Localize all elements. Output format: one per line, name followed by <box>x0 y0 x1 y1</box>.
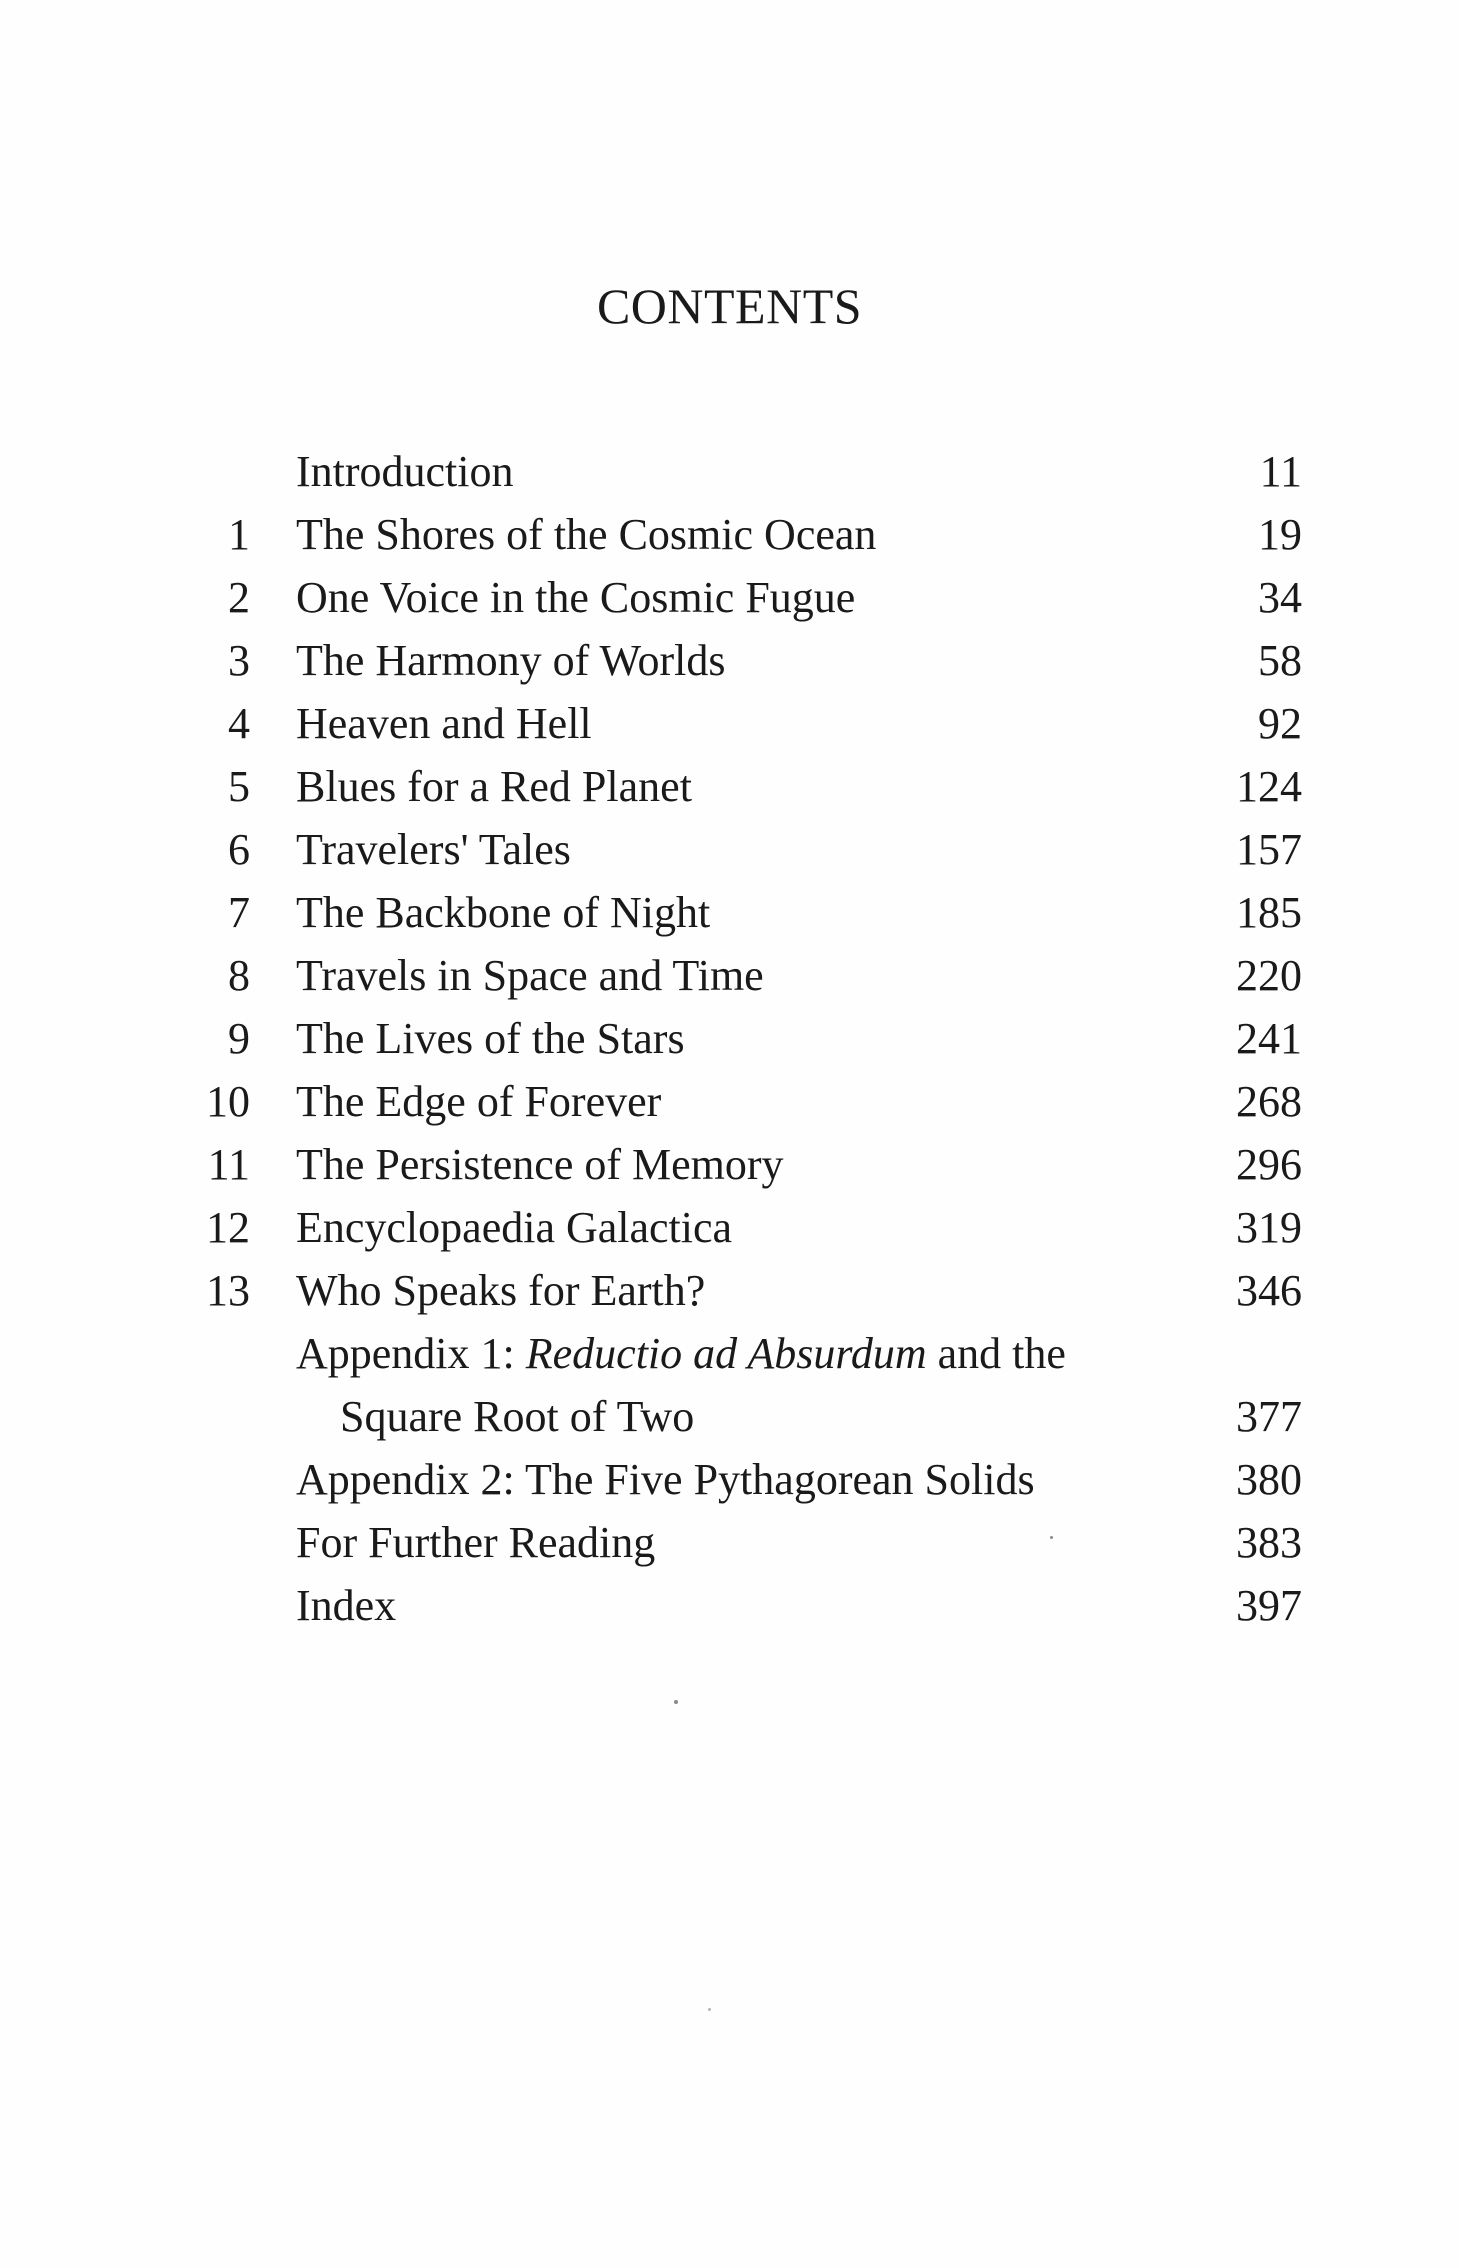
toc-entry <box>0 758 1459 821</box>
page-number: 124 <box>1236 762 1302 811</box>
chapter-number: 4 <box>228 699 250 748</box>
toc-entry <box>0 443 1459 506</box>
page-number: 92 <box>1258 699 1302 748</box>
chapter-title: The Lives of the Stars <box>296 1014 685 1063</box>
chapter-number: 13 <box>206 1266 250 1315</box>
page-number: 377 <box>1236 1392 1302 1441</box>
ink-speck <box>1050 1536 1053 1539</box>
chapter-number: 2 <box>228 573 250 622</box>
table-of-contents <box>0 443 1459 1640</box>
page-number: 34 <box>1258 573 1302 622</box>
toc-entry <box>0 1514 1459 1577</box>
chapter-number: 5 <box>228 762 250 811</box>
appendix-1-title <box>296 1325 1066 1382</box>
toc-entry <box>0 884 1459 947</box>
chapter-title: The Backbone of Night <box>296 888 711 937</box>
toc-entry <box>0 1010 1459 1073</box>
ink-speck <box>674 1700 678 1704</box>
chapter-number: 6 <box>228 825 250 874</box>
toc-entry <box>0 821 1459 884</box>
chapter-title: One Voice in the Cosmic Fugue <box>296 573 856 622</box>
ink-speck <box>708 2008 711 2011</box>
page-number: 11 <box>1259 447 1302 496</box>
chapter-number: 1 <box>228 510 250 559</box>
page-number: 383 <box>1236 1518 1302 1567</box>
toc-entry <box>0 1073 1459 1136</box>
page-number: 220 <box>1236 951 1302 1000</box>
page-number: 346 <box>1236 1266 1302 1315</box>
chapter-title: Travels in Space and Time <box>296 951 764 1000</box>
appendix-1-suffix: and the <box>926 1329 1066 1378</box>
chapter-title: For Further Reading <box>296 1518 656 1567</box>
chapter-title: Heaven and Hell <box>296 699 592 748</box>
page-title: CONTENTS <box>596 278 863 334</box>
chapter-title: The Harmony of Worlds <box>296 636 726 685</box>
appendix-1-prefix: Appendix 1: <box>296 1329 526 1378</box>
chapter-number: 8 <box>228 951 250 1000</box>
toc-entry <box>0 506 1459 569</box>
toc-entry <box>0 1136 1459 1199</box>
chapter-title: Travelers' Tales <box>296 825 571 874</box>
toc-entry-appendix-1-continued <box>0 1388 1459 1451</box>
toc-entry <box>0 1262 1459 1325</box>
toc-entry <box>0 1451 1459 1514</box>
chapter-title: Introduction <box>296 447 514 496</box>
chapter-number: 3 <box>228 636 250 685</box>
chapter-title: Encyclopaedia Galactica <box>296 1203 733 1252</box>
page-number: 268 <box>1236 1077 1302 1126</box>
chapter-number: 9 <box>228 1014 250 1063</box>
toc-entry <box>0 1577 1459 1640</box>
chapter-title: The Edge of Forever <box>296 1077 662 1126</box>
chapter-number: 12 <box>206 1203 250 1252</box>
chapter-title: Index <box>296 1581 397 1630</box>
chapter-title: Appendix 2: The Five Pythagorean Solids <box>296 1455 1035 1504</box>
toc-entry <box>0 695 1459 758</box>
page-number: 157 <box>1236 825 1302 874</box>
page-number: 380 <box>1236 1455 1302 1504</box>
chapter-title: The Persistence of Memory <box>296 1140 784 1189</box>
appendix-1-continuation: Square Root of Two <box>340 1392 695 1441</box>
page-number: 58 <box>1258 636 1302 685</box>
page-number: 319 <box>1236 1203 1302 1252</box>
toc-entry <box>0 947 1459 1010</box>
chapter-number: 10 <box>206 1077 250 1126</box>
toc-entry <box>0 1199 1459 1262</box>
chapter-title: Who Speaks for Earth? <box>296 1266 706 1315</box>
page-number: 397 <box>1236 1581 1302 1630</box>
toc-entry-appendix-1 <box>0 1325 1459 1388</box>
page-number: 241 <box>1236 1014 1302 1063</box>
page-number: 296 <box>1236 1140 1302 1189</box>
chapter-title: The Shores of the Cosmic Ocean <box>296 510 877 559</box>
page-number: 185 <box>1236 888 1302 937</box>
chapter-number: 7 <box>228 888 250 937</box>
toc-entry <box>0 569 1459 632</box>
page-number: 19 <box>1258 510 1302 559</box>
toc-entry <box>0 632 1459 695</box>
appendix-1-italic-title: Reductio ad Absurdum <box>525 1329 927 1378</box>
chapter-title: Blues for a Red Planet <box>296 762 692 811</box>
chapter-number: 11 <box>207 1140 250 1189</box>
